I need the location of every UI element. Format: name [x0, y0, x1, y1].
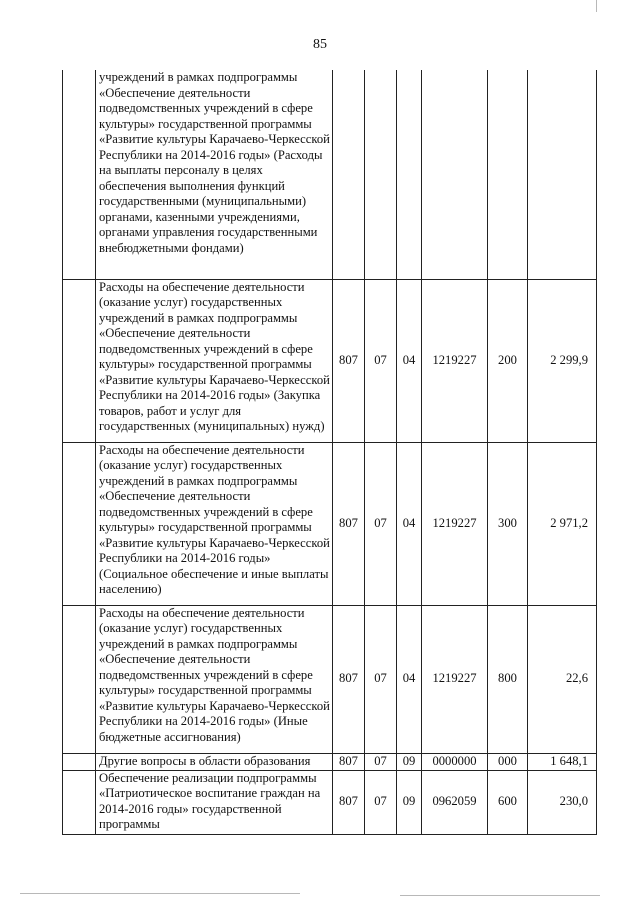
amount-cell: 1 648,1 — [528, 753, 597, 770]
description-cell: Расходы на обеспечение деятельности (оказание услуг) государственных учреждений в рамках подпрограммы «Обеспечение деятельности подведомственных учреждений в сфере культуры» государственной программы «Развитие культуры Карачаево-Черкесской Республики на 2014-2016 годы» (Иные бюджетные ассигнования) — [96, 605, 333, 753]
target-article-cell — [422, 70, 488, 279]
ministry-cell: 807 — [333, 442, 365, 605]
description-cell: Другие вопросы в области образования — [96, 753, 333, 770]
section-cell: 07 — [365, 605, 397, 753]
target-article-cell: 1219227 — [422, 279, 488, 442]
ministry-cell: 807 — [333, 605, 365, 753]
amount-cell: 2 971,2 — [528, 442, 597, 605]
expense-type-cell: 800 — [488, 605, 528, 753]
subsection-cell: 09 — [397, 753, 422, 770]
description-cell: учреждений в рамках подпрограммы «Обеспечение деятельности подведомственных учреждений в сфере культуры» государственной программы «Развитие культуры Карачаево-Черкесской Республики на 2014-2016 годы» (Расходы на выплаты персоналу в целях обеспечения выполнения функций государственными (муниципальными) органами, казенными учреждениями, органами управления государственными внебюджетными фондами) — [96, 70, 333, 279]
section-cell — [365, 70, 397, 279]
section-cell: 07 — [365, 770, 397, 834]
section-cell: 07 — [365, 753, 397, 770]
table-row — [63, 753, 597, 770]
table-row — [63, 279, 597, 442]
section-cell: 07 — [365, 279, 397, 442]
number-cell — [63, 770, 96, 834]
ministry-cell: 807 — [333, 753, 365, 770]
table-row — [63, 605, 597, 753]
page-number: 85 — [313, 37, 327, 52]
description-cell: Расходы на обеспечение деятельности (оказание услуг) государственных учреждений в рамках подпрограммы «Обеспечение деятельности подведомственных учреждений в сфере культуры» государственной программы «Развитие культуры Карачаево-Черкесской Республики на 2014-2016 годы» (Закупка товаров, работ и услуг для государственных (муниципальных) нужд) — [96, 279, 333, 442]
expense-type-cell — [488, 70, 528, 279]
amount-cell: 230,0 — [528, 770, 597, 834]
subsection-cell: 04 — [397, 605, 422, 753]
description-cell: Обеспечение реализации подпрограммы «Патриотическое воспитание граждан на 2014-2016 годы» государственной программы — [96, 770, 333, 834]
subsection-cell: 04 — [397, 442, 422, 605]
number-cell — [63, 605, 96, 753]
ministry-cell: 807 — [333, 279, 365, 442]
number-cell — [63, 442, 96, 605]
table-row — [63, 70, 597, 279]
subsection-cell: 09 — [397, 770, 422, 834]
description-cell: Расходы на обеспечение деятельности (оказание услуг) государственных учреждений в рамках подпрограммы «Обеспечение деятельности подведомственных учреждений в сфере культуры» государственной программы «Развитие культуры Карачаево-Черкесской Республики на 2014-2016 годы» (Социальное обеспечение и иные выплаты населению) — [96, 442, 333, 605]
number-cell — [63, 753, 96, 770]
number-cell — [63, 70, 96, 279]
expense-type-cell: 300 — [488, 442, 528, 605]
subsection-cell: 04 — [397, 279, 422, 442]
target-article-cell: 1219227 — [422, 605, 488, 753]
ministry-cell — [333, 70, 365, 279]
section-cell: 07 — [365, 442, 397, 605]
target-article-cell: 0000000 — [422, 753, 488, 770]
amount-cell: 22,6 — [528, 605, 597, 753]
expense-type-cell: 200 — [488, 279, 528, 442]
target-article-cell: 0962059 — [422, 770, 488, 834]
amount-cell — [528, 70, 597, 279]
expense-type-cell: 000 — [488, 753, 528, 770]
amount-cell: 2 299,9 — [528, 279, 597, 442]
budget-table — [62, 70, 597, 835]
table-row — [63, 442, 597, 605]
number-cell — [63, 279, 96, 442]
table-row — [63, 770, 597, 834]
subsection-cell — [397, 70, 422, 279]
ministry-cell: 807 — [333, 770, 365, 834]
scan-edge-line — [400, 895, 600, 896]
scan-edge-line — [596, 0, 597, 12]
expense-type-cell: 600 — [488, 770, 528, 834]
target-article-cell: 1219227 — [422, 442, 488, 605]
scan-edge-line — [20, 893, 300, 894]
